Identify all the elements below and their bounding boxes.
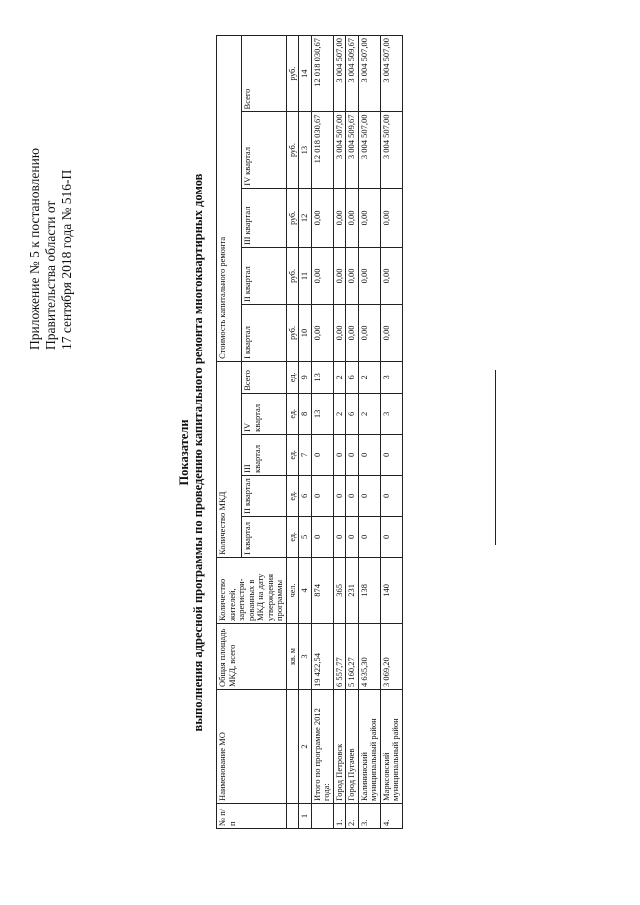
header-cost-q1: I квартал — [242, 304, 286, 361]
unit-rub: руб. — [286, 248, 299, 305]
col-num: 7 — [299, 434, 312, 475]
row-count-q4: 6 — [346, 393, 359, 434]
row-cost-total: 12 018 030,67 — [311, 36, 333, 112]
appendix-line-3: 17 сентября 2018 года № 516-П — [59, 169, 74, 350]
col-num: 12 — [299, 188, 312, 247]
col-num: 13 — [299, 112, 312, 188]
row-cost-q1: 0,00 — [333, 304, 346, 361]
row-count-q2: 0 — [380, 475, 402, 516]
header-area: Общая площадь МКД, всего — [217, 623, 287, 689]
row-name: Город Пугачев — [346, 690, 359, 804]
row-area: 19 422,54 — [311, 623, 333, 689]
header-residents: Количество жителей, зарегистри-рованных в МКД на дату утверждения программы — [217, 557, 287, 623]
row-cost-q2: 0,00 — [346, 248, 359, 305]
row-no: 2. — [346, 803, 359, 828]
unit-count: ед. — [286, 516, 299, 557]
col-num: 10 — [299, 304, 312, 361]
row-cost-q3: 0,00 — [311, 188, 333, 247]
row-cost-q4: 3 004 507,00 — [358, 112, 380, 188]
row-cost-q4: 3 004 507,00 — [333, 112, 346, 188]
row-count-total: 13 — [311, 361, 333, 393]
col-num: 5 — [299, 516, 312, 557]
row-count-q2: 0 — [311, 475, 333, 516]
unit-rub: руб. — [286, 188, 299, 247]
column-number-row — [299, 36, 312, 829]
appendix-line-2: Правительства области от — [43, 200, 58, 350]
row-count-total: 2 — [333, 361, 346, 393]
unit-rub: руб. — [286, 304, 299, 361]
row-cost-total: 3 004 507,00 — [333, 36, 346, 112]
signature-line — [495, 370, 496, 545]
indicators-table — [216, 35, 403, 829]
row-people: 138 — [358, 557, 380, 623]
unit-people: чел. — [286, 557, 299, 623]
header-row-1 — [217, 36, 242, 829]
row-area: 4 635,30 — [358, 623, 380, 689]
col-num: 4 — [299, 557, 312, 623]
row-cost-q2: 0,00 — [380, 248, 402, 305]
row-people: 365 — [333, 557, 346, 623]
table-row — [358, 36, 380, 829]
unit-rub: руб. — [286, 36, 299, 112]
row-no: 1. — [333, 803, 346, 828]
row-cost-q4: 3 004 507,00 — [380, 112, 402, 188]
row-count-q3: 0 — [333, 434, 346, 475]
row-count-q2: 0 — [333, 475, 346, 516]
col-num: 11 — [299, 248, 312, 305]
header-cost-q3: III квартал — [242, 188, 286, 247]
header-cost-total: Всего — [242, 36, 286, 112]
header-cost-q2: II квартал — [242, 248, 286, 305]
header-name: Наименование МО — [217, 690, 287, 804]
row-name: Город Петровск — [333, 690, 346, 804]
row-area: 3 069,20 — [380, 623, 402, 689]
col-num: 3 — [299, 623, 312, 689]
row-count-total: 2 — [358, 361, 380, 393]
header-cost-q4: IV квартал — [242, 112, 286, 188]
row-name: Марксовский муниципальный район — [380, 690, 402, 804]
header-count-total: Всего — [242, 361, 286, 393]
row-area: 5 160,27 — [346, 623, 359, 689]
unit-rub: руб. — [286, 112, 299, 188]
row-cost-q4: 3 004 509,67 — [346, 112, 359, 188]
row-cost-q3: 0,00 — [333, 188, 346, 247]
row-cost-q2: 0,00 — [333, 248, 346, 305]
header-count-q3: III квартал — [242, 434, 286, 475]
row-people: 874 — [311, 557, 333, 623]
col-num: 1 — [299, 803, 312, 828]
unit-count: ед. — [286, 361, 299, 393]
header-count-q4: IV квартал — [242, 393, 286, 434]
row-count-q1: 0 — [311, 516, 333, 557]
row-cost-q4: 12 018 030,67 — [311, 112, 333, 188]
row-people: 231 — [346, 557, 359, 623]
doc-subtitle: выполнения адресной программы по проведению капитального ремонта многоквартирных домов — [191, 173, 205, 732]
col-num: 14 — [299, 36, 312, 112]
unit-area: кв. м — [286, 623, 299, 689]
row-cost-q3: 0,00 — [380, 188, 402, 247]
unit-count: ед. — [286, 434, 299, 475]
row-cost-q3: 0,00 — [346, 188, 359, 247]
row-count-total: 6 — [346, 361, 359, 393]
row-count-q1: 0 — [358, 516, 380, 557]
row-count-q4: 13 — [311, 393, 333, 434]
row-cost-q1: 0,00 — [358, 304, 380, 361]
header-count-q2: II квартал — [242, 475, 286, 516]
row-count-q4: 2 — [333, 393, 346, 434]
row-cost-q1: 0,00 — [311, 304, 333, 361]
table-row — [380, 36, 402, 829]
col-num: 9 — [299, 361, 312, 393]
appendix-note — [27, 70, 75, 350]
row-no: 3. — [358, 803, 380, 828]
row-people: 140 — [380, 557, 402, 623]
row-cost-q1: 0,00 — [380, 304, 402, 361]
unit-count: ед. — [286, 393, 299, 434]
row-count-q4: 2 — [358, 393, 380, 434]
table-row — [333, 36, 346, 829]
col-num: 6 — [299, 475, 312, 516]
row-cost-q2: 0,00 — [311, 248, 333, 305]
header-no: № п/п — [217, 803, 287, 828]
col-num: 2 — [299, 690, 312, 804]
row-count-q2: 0 — [346, 475, 359, 516]
header-count-q1: I квартал — [242, 516, 286, 557]
row-area: 6 557,77 — [333, 623, 346, 689]
row-name: Итого по программе 2012 года: — [311, 690, 333, 804]
row-cost-q1: 0,00 — [346, 304, 359, 361]
table-row-total — [311, 36, 333, 829]
row-count-q3: 0 — [358, 434, 380, 475]
row-count-q3: 0 — [380, 434, 402, 475]
table-row — [346, 36, 359, 829]
units-row — [286, 36, 299, 829]
row-count-q3: 0 — [346, 434, 359, 475]
row-count-q1: 0 — [333, 516, 346, 557]
row-count-q4: 3 — [380, 393, 402, 434]
row-count-total: 3 — [380, 361, 402, 393]
header-count: Количество МКД — [217, 361, 242, 557]
row-name: Калининский муниципальный район — [358, 690, 380, 804]
row-cost-q3: 0,00 — [358, 188, 380, 247]
row-count-q3: 0 — [311, 434, 333, 475]
row-no — [311, 803, 333, 828]
appendix-line-1: Приложение № 5 к постановлению — [27, 148, 42, 350]
row-cost-q2: 0,00 — [358, 248, 380, 305]
row-cost-total: 3 004 507,00 — [380, 36, 402, 112]
row-count-q2: 0 — [358, 475, 380, 516]
row-count-q1: 0 — [380, 516, 402, 557]
row-count-q1: 0 — [346, 516, 359, 557]
unit-count: ед. — [286, 475, 299, 516]
row-cost-total: 3 004 507,00 — [358, 36, 380, 112]
header-cost: Стоимость капитального ремонта — [217, 36, 242, 362]
doc-title: Показатели — [177, 419, 191, 486]
row-no: 4. — [380, 803, 402, 828]
col-num: 8 — [299, 393, 312, 434]
row-cost-total: 3 004 509,67 — [346, 36, 359, 112]
